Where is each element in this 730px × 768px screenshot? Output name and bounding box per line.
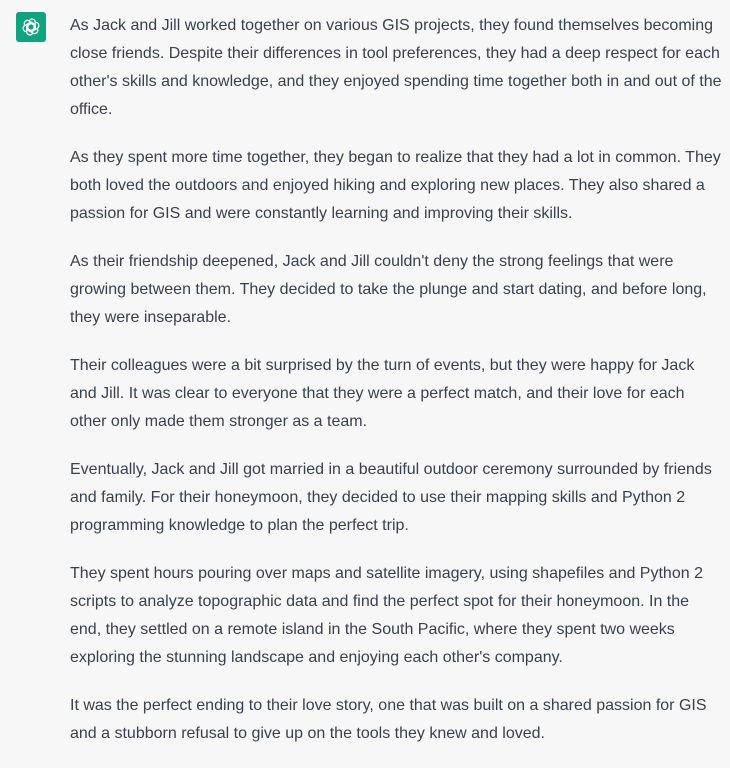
message-content — [70, 12, 722, 768]
openai-logo-icon — [21, 17, 41, 37]
message-paragraph: They spent hours pouring over maps and satellite imagery, using shapefiles and Python 2 scripts to analyze topographic data and find the perfect spot for their honeymoon. In the end, they settled on a remote island in the South Pacific, where they spent two weeks exploring the stunning landscape and enjoying each other's company. — [70, 565, 703, 666]
message-paragraph: As their friendship deepened, Jack and Jill couldn't deny the strong feelings that were growing between them. They decided to take the plunge and start dating, and before long, they were inseparable. — [70, 253, 707, 326]
message-paragraph: As Jack and Jill worked together on various GIS projects, they found themselves becoming close friends. Despite their differences in tool preferences, they had a deep respect for each other's skills and knowledge, and they enjoyed spending time together both in and out of the office. — [70, 17, 722, 118]
message-paragraph: As they spent more time together, they began to realize that they had a lot in common. They both loved the outdoors and enjoyed hiking and exploring new places. They also shared a passion for GIS and were constantly learning and improving their skills. — [70, 149, 721, 222]
message-paragraph: Their colleagues were a bit surprised by the turn of events, but they were happy for Jack and Jill. It was clear to everyone that they were a perfect match, and their love for each other only made them stronger as a team. — [70, 357, 695, 430]
message-paragraph: It was the perfect ending to their love story, one that was built on a shared passion for GIS and a stubborn refusal to give up on the tools they knew and loved. — [70, 697, 707, 742]
message-paragraph: Eventually, Jack and Jill got married in a beautiful outdoor ceremony surrounded by friends and family. For their honeymoon, they decided to use their mapping skills and Python 2 programming knowledge to plan the perfect trip. — [70, 461, 712, 534]
assistant-avatar — [16, 12, 46, 42]
